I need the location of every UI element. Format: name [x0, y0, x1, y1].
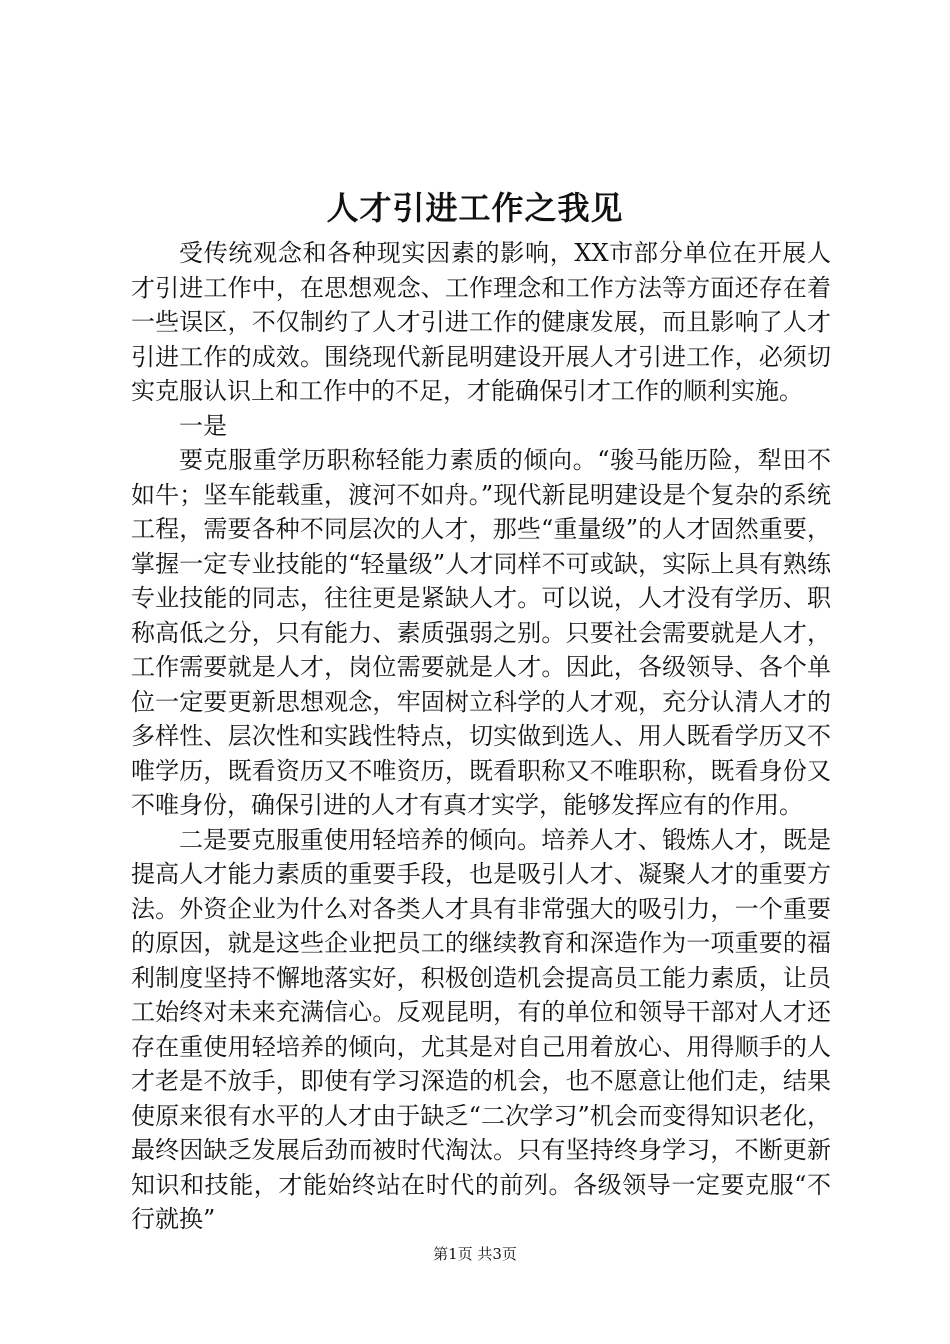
- paragraph-point-two: 二是要克服重使用轻培养的倾向。培养人才、锻炼人才，既是提高人才能力素质的重要手段，也是吸引人才、凝聚人才的重要方法。外资企业为什么对各类人才具有非常强大的吸引力，一个重要的原因，就是这些企业把员工的继续教育和深造作为一项重要的福利制度坚持不懈地落实好，积极创造机会提高员工能力素质，让员工始终对未来充满信心。反观昆明，有的单位和领导干部对人才还存在重使用轻培养的倾向，尤其是对自己用着放心、用得顺手的人才老是不放手，即使有学习深造的机会，也不愿意让他们走，结果使原来很有水平的人才由于缺乏“二次学习”机会而变得知识老化，最终因缺乏发展后劲而被时代淘汰。只有坚持终身学习，不断更新知识和技能，才能始终站在时代的前列。各级领导一定要克服“不行就换”: [131, 825, 831, 1233]
- paragraph-point-one-heading: 一是: [179, 411, 227, 440]
- paragraph-point-one: 要克服重学历职称轻能力素质的倾向。“骏马能历险，犁田不如牛；坚车能载重，渡河不如舟。”现代新昆明建设是个复杂的系统工程，需要各种不同层次的人才，那些“重量级”的人才固然重要，掌握一定专业技能的“轻量级”人才同样不可或缺，实际上具有熟练专业技能的同志，往往更是紧缺人才。可以说，人才没有学历、职称高低之分，只有能力、素质强弱之别。只要社会需要就是人才，工作需要就是人才，岗位需要就是人才。因此，各级领导、各个单位一定要更新思想观念，牢固树立科学的人才观，充分认清人才的多样性、层次性和实践性特点，切实做到选人、用人既看学历又不唯学历，既看资历又不唯资历，既看职称又不唯职称，既看身份又不唯身份，确保引进的人才有真才实学，能够发挥应有的作用。: [131, 446, 831, 819]
- page-number-footer: 第1页 共3页: [433, 1245, 517, 1263]
- document-title: 人才引进工作之我见: [326, 189, 624, 227]
- paragraph-intro: 受传统观念和各种现实因素的影响，XX市部分单位在开展人才引进工作中，在思想观念、工作理念和工作方法等方面还存在着一些误区，不仅制约了人才引进工作的健康发展，而且影响了人才引进工作的成效。围绕现代新昆明建设开展人才引进工作，必须切实克服认识上和工作中的不足，才能确保引才工作的顺利实施。: [131, 239, 831, 405]
- document-body: [131, 236, 831, 1237]
